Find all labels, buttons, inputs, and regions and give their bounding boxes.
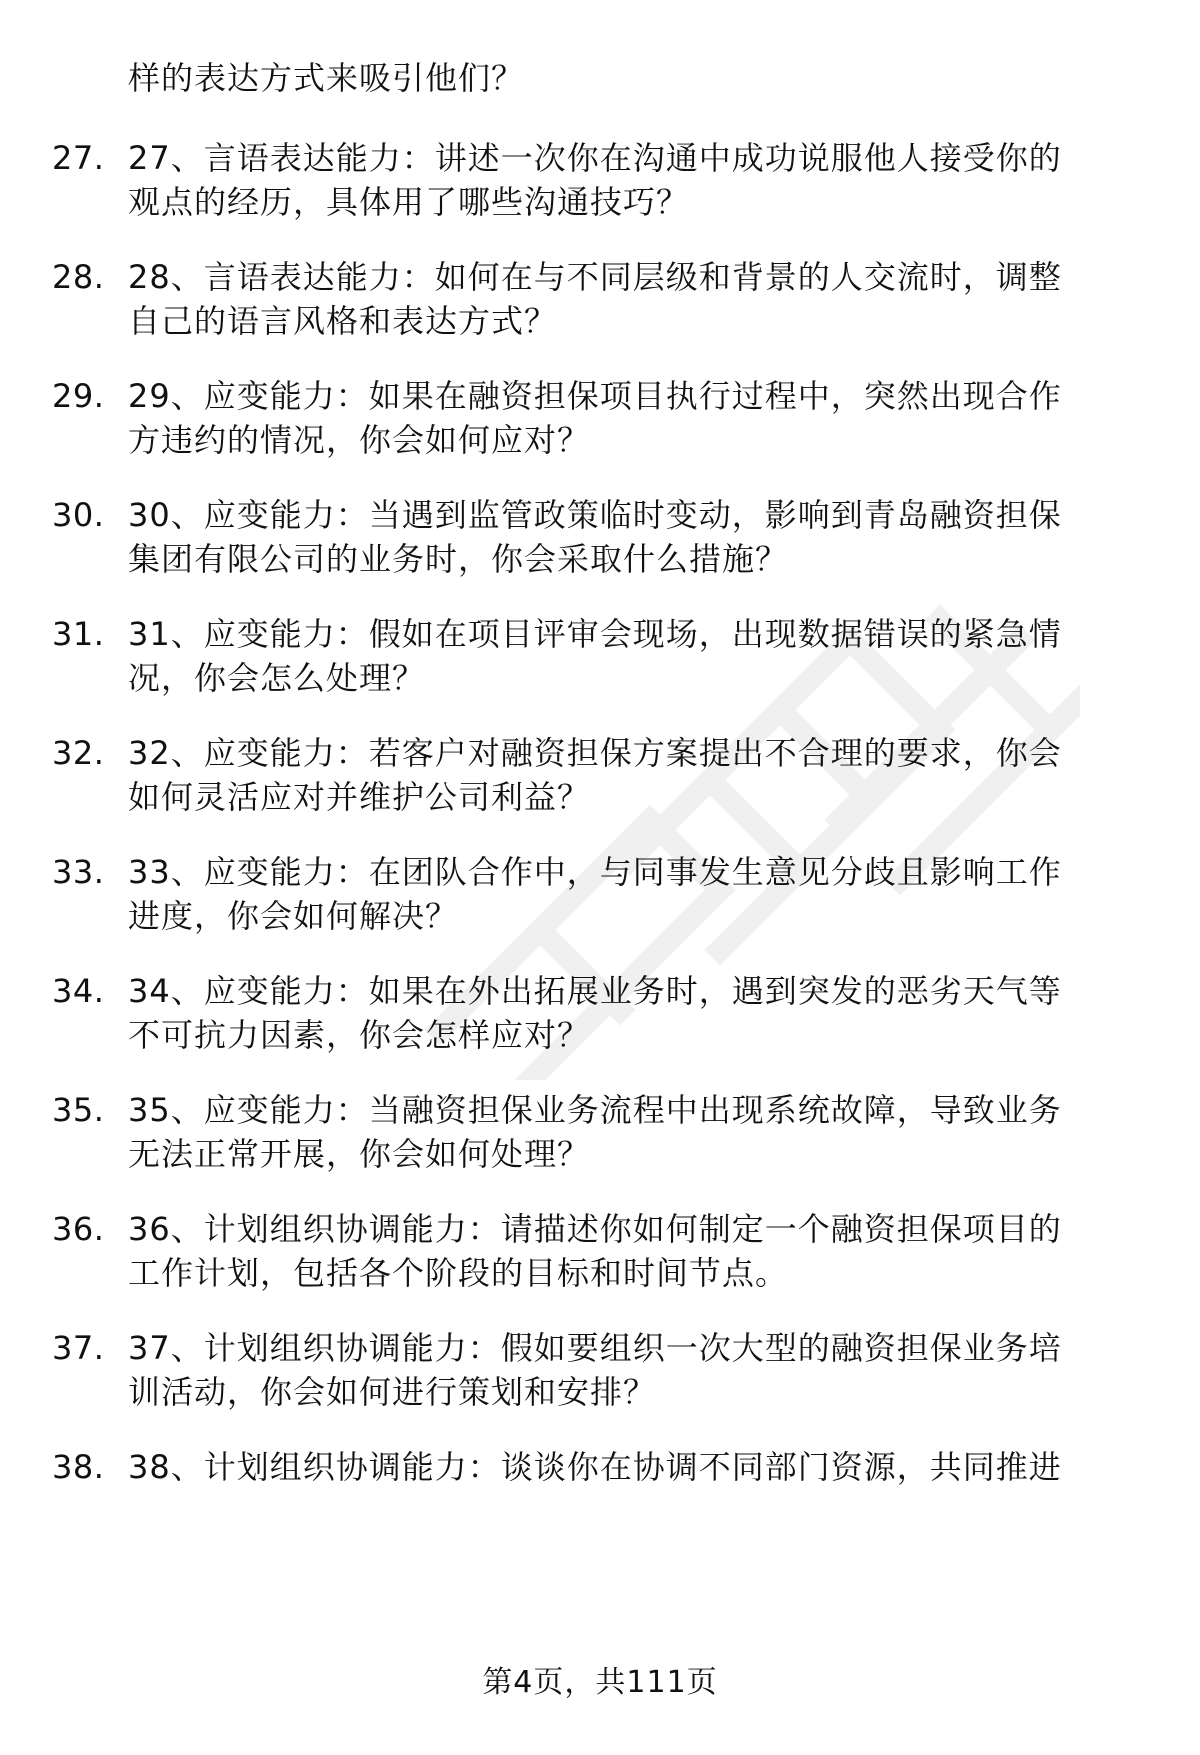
question-number: 32. <box>52 734 105 772</box>
question-line-2: 集团有限公司的业务时，你会采取什么措施？ <box>128 540 789 578</box>
question-number: 36. <box>52 1210 105 1248</box>
question-line-1: 29、应变能力：如果在融资担保项目执行过程中，突然出现合作 <box>128 377 1062 415</box>
question-number: 31. <box>52 615 105 653</box>
question-item-34 <box>0 967 1200 1063</box>
continuation-text: 样的表达方式来吸引他们？ <box>128 59 525 97</box>
question-line-1: 38、计划组织协调能力：谈谈你在协调不同部门资源，共同推进 <box>128 1448 1062 1486</box>
question-line-2: 无法正常开展，你会如何处理？ <box>128 1135 591 1173</box>
question-line-2: 自己的语言风格和表达方式？ <box>128 302 558 340</box>
question-line-1: 28、言语表达能力：如何在与不同层级和背景的人交流时，调整 <box>128 258 1062 296</box>
question-item-38 <box>0 1443 1200 1503</box>
question-number: 35. <box>52 1091 105 1129</box>
question-item-29 <box>0 372 1200 468</box>
question-line-1: 32、应变能力：若客户对融资担保方案提出不合理的要求，你会 <box>128 734 1062 772</box>
continuation-line <box>0 54 1200 102</box>
question-line-2: 方违约的情况，你会如何应对？ <box>128 421 591 459</box>
question-line-1: 36、计划组织协调能力：请描述你如何制定一个融资担保项目的 <box>128 1210 1062 1248</box>
question-line-1: 31、应变能力：假如在项目评审会现场，出现数据错误的紧急情 <box>128 615 1062 653</box>
question-line-1: 33、应变能力：在团队合作中，与同事发生意见分歧且影响工作 <box>128 853 1062 891</box>
question-number: 34. <box>52 972 105 1010</box>
question-item-36 <box>0 1205 1200 1301</box>
question-line-2: 如何灵活应对并维护公司利益？ <box>128 778 591 816</box>
question-item-31 <box>0 610 1200 706</box>
question-line-2: 不可抗力因素，你会怎样应对？ <box>128 1016 591 1054</box>
question-line-1: 34、应变能力：如果在外出拓展业务时，遇到突发的恶劣天气等 <box>128 972 1062 1010</box>
question-item-32 <box>0 729 1200 825</box>
question-line-1: 37、计划组织协调能力：假如要组织一次大型的融资担保业务培 <box>128 1329 1062 1367</box>
question-number: 27. <box>52 139 105 177</box>
question-line-2: 工作计划，包括各个阶段的目标和时间节点。 <box>128 1254 789 1292</box>
question-item-27 <box>0 134 1200 230</box>
question-line-1: 27、言语表达能力：讲述一次你在沟通中成功说服他人接受你的 <box>128 139 1062 177</box>
page-number-footer: 第4页，共111页 <box>482 1665 718 1700</box>
question-line-2: 观点的经历，具体用了哪些沟通技巧？ <box>128 183 690 221</box>
question-item-28 <box>0 253 1200 349</box>
question-item-30 <box>0 491 1200 587</box>
question-item-35 <box>0 1086 1200 1182</box>
question-item-33 <box>0 848 1200 944</box>
question-line-2: 进度，你会如何解决？ <box>128 897 459 935</box>
question-line-2: 况，你会怎么处理？ <box>128 659 426 697</box>
question-number: 29. <box>52 377 105 415</box>
question-number: 30. <box>52 496 105 534</box>
question-item-37 <box>0 1324 1200 1420</box>
question-number: 33. <box>52 853 105 891</box>
question-number: 37. <box>52 1329 105 1367</box>
question-list <box>0 54 1200 1486</box>
question-number: 38. <box>52 1448 105 1486</box>
question-number: 28. <box>52 258 105 296</box>
question-line-1: 30、应变能力：当遇到监管政策临时变动，影响到青岛融资担保 <box>128 496 1062 534</box>
question-line-2: 训活动，你会如何进行策划和安排？ <box>128 1373 657 1411</box>
question-line-1: 35、应变能力：当融资担保业务流程中出现系统故障，导致业务 <box>128 1091 1062 1129</box>
